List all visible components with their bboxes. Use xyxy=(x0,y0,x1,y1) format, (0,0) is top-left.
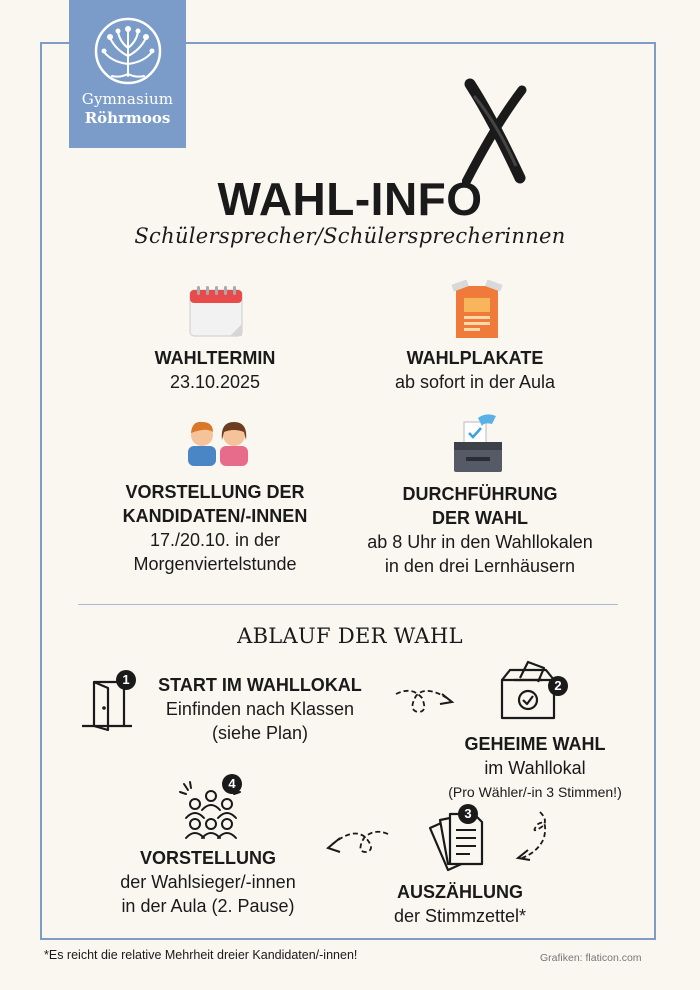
step-2-line-1: im Wahllokal xyxy=(484,758,586,778)
durchfuehrung-text-1: ab 8 Uhr in den Wahllokalen xyxy=(367,532,593,552)
wahlplakate-block xyxy=(370,346,580,394)
graphics-credit: Grafiken: flaticon.com xyxy=(540,952,642,964)
wahltermin-heading: WAHLTERMIN xyxy=(154,348,276,368)
wahltermin-date: 23.10.2025 xyxy=(169,372,261,392)
durchfuehrung-block xyxy=(345,482,615,578)
ballot-box-icon xyxy=(452,412,504,474)
step-1-badge: 1 xyxy=(116,670,136,690)
footnote: *Es reicht die relative Mehrheit dreier Kandidaten/-innen! xyxy=(44,948,358,962)
step-4-line-1: der Wahlsieger/-innen xyxy=(120,872,296,892)
step-3-badge: 3 xyxy=(458,804,478,824)
ablauf-title: ABLAUF DER WAHL xyxy=(237,624,463,648)
kids-icon xyxy=(186,418,250,466)
step-1-line-2: (siehe Plan) xyxy=(211,723,309,743)
wahlplakate-heading: WAHLPLAKATE xyxy=(406,348,544,368)
step-1-line-1: Einfinden nach Klassen xyxy=(165,699,355,719)
step-3-line-1: der Stimmzettel* xyxy=(393,906,527,926)
vorstellung-heading-1: VORSTELLUNG DER xyxy=(125,482,305,502)
step-4-line-2: in der Aula (2. Pause) xyxy=(121,896,295,916)
section-divider xyxy=(78,604,618,605)
curly-arrow-down-icon xyxy=(510,808,556,864)
step-3-heading: AUSZÄHLUNG xyxy=(397,882,523,902)
poster-icon xyxy=(448,280,506,342)
step-4-badge: 4 xyxy=(222,774,242,794)
step-2-badge: 2 xyxy=(548,676,568,696)
page-subtitle: Schülersprecher/Schülersprecherinnen xyxy=(134,224,566,248)
wahltermin-block xyxy=(120,346,310,394)
durchfuehrung-text-2: in den drei Lernhäusern xyxy=(384,556,576,576)
vorstellung-heading-2: KANDIDATEN/-INNEN xyxy=(122,506,308,526)
durchfuehrung-heading-1: DURCHFÜHRUNG xyxy=(402,484,558,504)
durchfuehrung-heading-2: DER WAHL xyxy=(432,508,528,528)
calendar-icon xyxy=(188,284,246,340)
ballot-cross-icon xyxy=(462,78,528,186)
logo-line-2: Röhrmoos xyxy=(84,109,171,127)
step-2-heading: GEHEIME WAHL xyxy=(464,734,606,754)
tree-logo-icon xyxy=(90,16,166,86)
step-4 xyxy=(98,846,318,918)
page-title: WAHL-INFO xyxy=(217,173,483,225)
logo-line-1: Gymnasium xyxy=(81,90,174,108)
school-logo xyxy=(69,0,186,148)
curly-arrow-left-icon xyxy=(316,820,392,860)
vorstellung-text-1: 17./20.10. in der xyxy=(149,530,281,550)
step-2-line-2: (Pro Wähler/-in 3 Stimmen!) xyxy=(448,784,622,800)
vorstellung-block xyxy=(100,480,330,576)
step-1 xyxy=(140,673,380,745)
step-3 xyxy=(370,880,550,928)
step-4-heading: VORSTELLUNG xyxy=(139,848,276,868)
step-2 xyxy=(420,732,650,804)
wahlplakate-text: ab sofort in der Aula xyxy=(394,372,556,392)
vorstellung-text-2: Morgenviertelstunde xyxy=(133,554,297,574)
step-1-heading: START IM WAHLLOKAL xyxy=(158,675,362,695)
curly-arrow-icon xyxy=(392,678,462,718)
